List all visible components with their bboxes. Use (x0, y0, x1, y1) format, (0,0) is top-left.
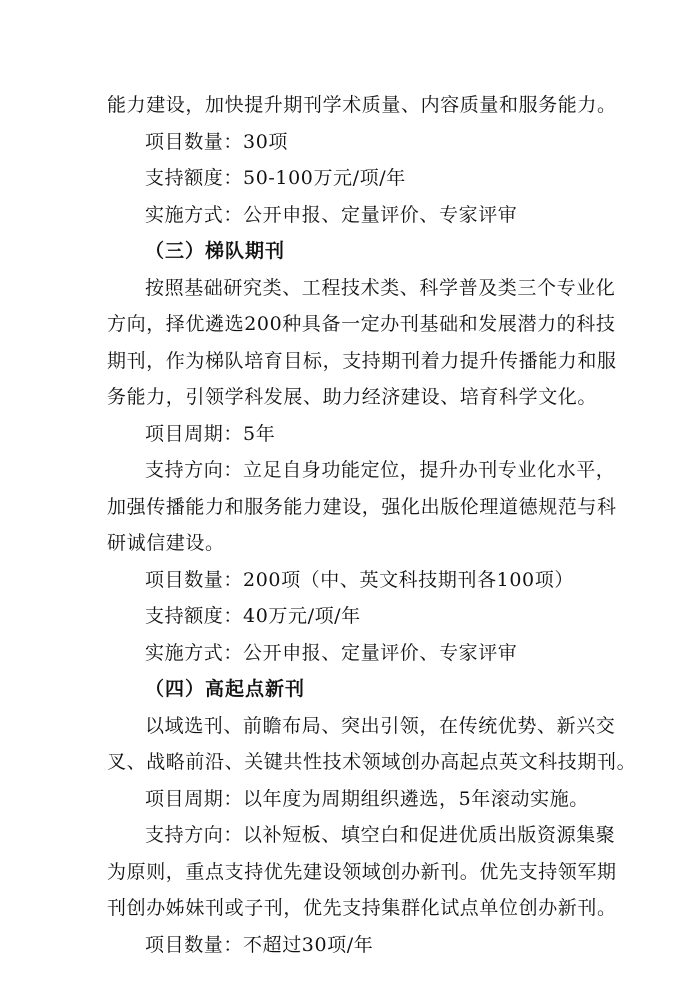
text-line: 加强传播能力和服务能力建设，强化出版伦理道德规范与科 (107, 496, 617, 518)
text-line: 研诚信建设。 (107, 532, 225, 554)
text-line: 支持额度：40万元/项/年 (145, 605, 361, 627)
text-line: 实施方式：公开申报、定量评价、专家评审 (145, 204, 518, 226)
text-line: 项目周期：以年度为周期组织遴选，5年滚动实施。 (145, 788, 589, 810)
text-line: 项目数量：不超过30项/年 (145, 934, 374, 956)
text-line: 支持方向：立足自身功能定位，提升办刊专业化水平， (145, 459, 616, 481)
text-line: 为原则，重点支持优先建设领域创办新刊。优先支持领军期 (107, 861, 617, 883)
text-line: 务能力，引领学科发展、助力经济建设、培育科学文化。 (107, 386, 598, 408)
text-line: 项目周期：5年 (145, 423, 276, 445)
text-line: 能力建设，加快提升期刊学术质量、内容质量和服务能力。 (107, 94, 617, 116)
text-line: 支持方向：以补短板、填空白和促进优质出版资源集聚 (145, 824, 616, 846)
text-line: 方向，择优遴选200种具备一定办刊基础和发展潜力的科技 (107, 313, 616, 335)
section-heading: （三）梯队期刊 (145, 240, 286, 262)
text-line: 叉、战略前沿、关键共性技术领域创办高起点英文科技期刊。 (107, 751, 637, 773)
text-line: 以域选刊、前瞻布局、突出引领，在传统优势、新兴交 (145, 715, 616, 737)
text-line: 项目数量：200项（中、英文科技期刊各100项） (145, 569, 574, 591)
text-line: 按照基础研究类、工程技术类、科学普及类三个专业化 (145, 277, 616, 299)
text-line: 期刊，作为梯队培育目标，支持期刊着力提升传播能力和服 (107, 350, 617, 372)
text-line: 项目数量：30项 (145, 131, 288, 153)
section-heading: （四）高起点新刊 (145, 678, 306, 700)
text-line: 刊创办姊妹刊或子刊，优先支持集群化试点单位创办新刊。 (107, 897, 617, 919)
text-line: 实施方式：公开申报、定量评价、专家评审 (145, 642, 518, 664)
text-line: 支持额度：50-100万元/项/年 (145, 167, 406, 189)
